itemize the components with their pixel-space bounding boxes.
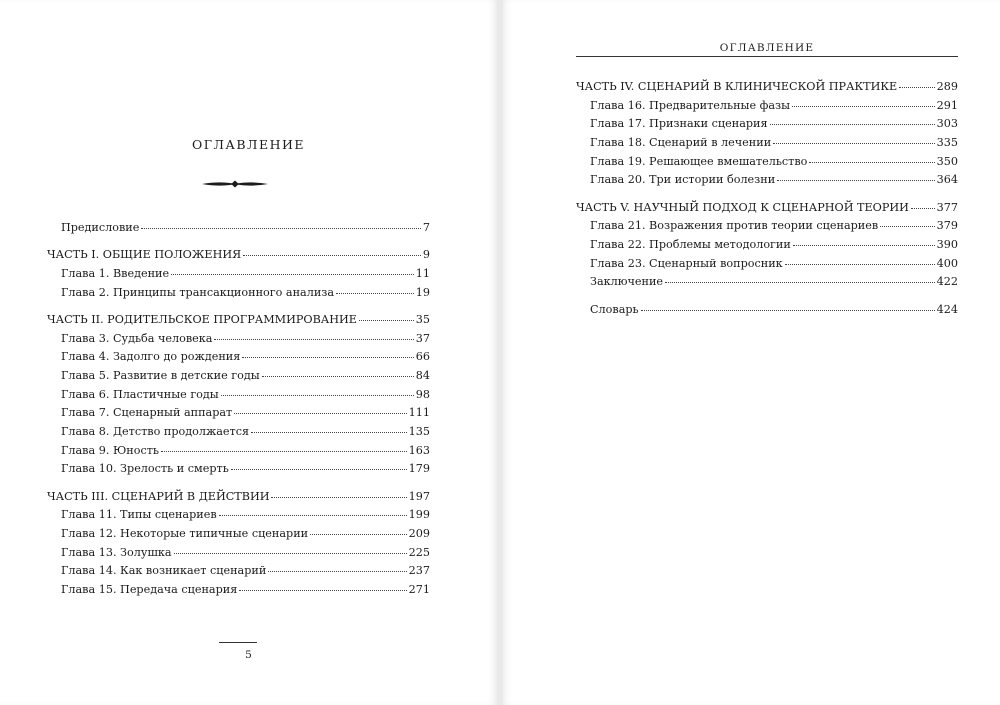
toc-part-entry[interactable] — [576, 81, 958, 100]
toc-entry-page: 335 — [936, 136, 958, 150]
toc-entry-label: ЧАСТЬ II. РОДИТЕЛЬСКОЕ ПРОГРАММИРОВАНИЕ — [47, 312, 357, 326]
toc-entry-page: 291 — [936, 98, 958, 112]
dot-leader — [773, 143, 934, 144]
dot-leader — [234, 413, 406, 414]
toc-entry-label: Глава 5. Развитие в детские годы — [61, 369, 260, 382]
dot-leader — [792, 106, 935, 107]
toc-entry[interactable] — [576, 239, 958, 258]
toc-entry-page: 271 — [408, 583, 430, 597]
toc-entry-page: 197 — [408, 489, 430, 503]
toc-entry-label: Глава 8. Детство продолжается — [61, 425, 250, 439]
toc-entry-label: ЧАСТЬ V. НАУЧНЫЙ ПОДХОД К СЦЕНАРНОЙ ТЕОРИИ — [576, 200, 909, 214]
toc-entry-label: ЧАСТЬ IV. СЦЕНАРИЙ В КЛИНИЧЕСКОЙ ПРАКТИКЕ — [576, 80, 898, 93]
toc-entry-page: 390 — [936, 238, 958, 252]
toc-entry-label: Заключение — [590, 275, 664, 289]
dot-leader — [214, 339, 413, 340]
dot-leader — [777, 180, 934, 181]
dot-leader — [880, 226, 934, 227]
toc-entry-label: Глава 18. Сценарий в лечении — [590, 136, 772, 150]
toc-entry-label: Глава 13. Золушка — [61, 545, 172, 559]
toc-entry-page: 35 — [415, 312, 430, 326]
dot-leader — [174, 553, 407, 554]
toc-entry-label: Глава 21. Возражения против теории сценариев — [590, 219, 879, 233]
dot-leader — [171, 274, 414, 275]
toc-entry[interactable] — [47, 445, 430, 464]
toc-entry-page: 19 — [415, 285, 430, 299]
toc-entry-page: 7 — [422, 221, 430, 234]
table-of-contents — [47, 222, 430, 603]
toc-entry-page: 379 — [936, 219, 958, 233]
toc-entry[interactable] — [47, 389, 430, 408]
toc-entry[interactable] — [576, 156, 958, 175]
toc-entry-page: 209 — [408, 527, 430, 541]
table-of-contents — [576, 81, 958, 322]
toc-entry-label: ЧАСТЬ I. ОБЩИЕ ПОЛОЖЕНИЯ — [47, 248, 242, 262]
toc-entry-label: Словарь — [590, 302, 639, 316]
toc-entry-label: Глава 16. Предварительные фазы — [590, 98, 791, 112]
toc-entry[interactable] — [576, 220, 958, 239]
dot-leader — [219, 515, 407, 516]
right-page — [503, 0, 1000, 705]
dot-leader — [268, 571, 406, 572]
toc-entry-page: 289 — [936, 80, 958, 93]
toc-entry-label: Глава 2. Принципы трансакционного анализа — [61, 285, 335, 299]
toc-part-entry[interactable] — [576, 202, 958, 221]
ornament-icon — [202, 180, 268, 188]
toc-entry[interactable] — [576, 276, 958, 295]
dot-leader — [161, 451, 407, 452]
toc-entry-page: 179 — [408, 462, 430, 476]
toc-entry[interactable] — [576, 137, 958, 156]
toc-entry-label: Глава 14. Как возникает сценарий — [61, 564, 267, 578]
toc-entry-label: ЧАСТЬ III. СЦЕНАРИЙ В ДЕЙСТВИИ — [47, 489, 270, 503]
toc-entry-page: 303 — [936, 117, 958, 131]
toc-entry-label: Глава 9. Юность — [61, 443, 160, 457]
toc-entry[interactable] — [47, 333, 430, 352]
toc-entry-label: Глава 22. Проблемы методологии — [590, 238, 791, 252]
page-number: 5 — [245, 649, 252, 661]
toc-entry-page: 364 — [936, 173, 958, 187]
toc-entry[interactable] — [47, 584, 430, 603]
toc-entry-page: 424 — [936, 302, 958, 316]
toc-entry-label: Глава 10. Зрелость и смерть — [61, 462, 229, 476]
dot-leader — [239, 590, 406, 591]
toc-part-entry[interactable] — [47, 314, 430, 333]
toc-entry-page: 98 — [415, 387, 430, 401]
dot-leader — [271, 497, 406, 498]
toc-entry-label: Глава 15. Передача сценария — [61, 583, 238, 597]
footer-rule — [219, 642, 257, 643]
toc-entry-page: 111 — [408, 406, 430, 420]
toc-entry-page: 66 — [415, 350, 430, 364]
page-title: ОГЛАВЛЕНИЕ — [191, 137, 306, 152]
toc-entry-label: Глава 7. Сценарный аппарат — [61, 406, 233, 420]
dot-leader — [899, 87, 934, 88]
toc-entry[interactable] — [47, 370, 430, 389]
toc-entry[interactable] — [47, 222, 430, 241]
toc-entry-page: 37 — [415, 331, 430, 345]
dot-leader — [242, 357, 413, 358]
toc-entry-page: 163 — [408, 443, 430, 457]
toc-entry[interactable] — [47, 463, 430, 482]
toc-entry[interactable] — [576, 304, 958, 323]
toc-entry-page: 377 — [936, 200, 958, 214]
toc-entry-label: Глава 17. Признаки сценария — [590, 117, 768, 131]
dot-leader — [231, 469, 407, 470]
toc-entry[interactable] — [47, 351, 430, 370]
toc-entry[interactable] — [47, 287, 430, 306]
toc-entry-label: Глава 19. Решающее вмешательство — [590, 154, 808, 168]
left-page — [0, 0, 497, 705]
toc-entry-label: Глава 4. Задолго до рождения — [61, 350, 241, 364]
toc-entry[interactable] — [47, 565, 430, 584]
toc-entry[interactable] — [576, 258, 958, 277]
toc-entry[interactable] — [47, 268, 430, 287]
toc-entry[interactable] — [47, 407, 430, 426]
toc-entry-page: 11 — [415, 266, 430, 280]
toc-entry-page: 422 — [936, 275, 958, 289]
header-rule — [576, 56, 958, 57]
toc-entry-page: 135 — [408, 425, 430, 439]
dot-leader — [262, 376, 414, 377]
dot-leader — [310, 534, 407, 535]
toc-entry-label: Глава 6. Пластичные годы — [61, 387, 219, 401]
toc-entry-page: 350 — [936, 154, 958, 168]
toc-part-entry[interactable] — [47, 249, 430, 268]
toc-entry-label: Глава 3. Судьба человека — [61, 331, 213, 345]
toc-entry-page: 84 — [415, 369, 430, 382]
dot-leader — [141, 228, 421, 229]
toc-entry[interactable] — [576, 118, 958, 137]
toc-entry[interactable] — [576, 174, 958, 193]
toc-entry-label: Глава 12. Некоторые типичные сценарии — [61, 527, 309, 541]
toc-entry-label: Глава 11. Типы сценариев — [61, 508, 217, 522]
toc-entry[interactable] — [47, 547, 430, 566]
running-head: ОГЛАВЛЕНИЕ — [719, 42, 815, 54]
dot-leader — [785, 264, 935, 265]
toc-entry-page: 199 — [408, 508, 430, 522]
toc-entry-page: 225 — [408, 545, 430, 559]
toc-entry-label: Глава 23. Сценарный вопросник — [590, 256, 783, 270]
dot-leader — [793, 245, 935, 246]
dot-leader — [221, 395, 414, 396]
toc-entry[interactable] — [47, 426, 430, 445]
dot-leader — [911, 208, 935, 209]
dot-leader — [336, 293, 414, 294]
toc-entry[interactable] — [47, 509, 430, 528]
toc-entry-page: 237 — [408, 564, 430, 578]
dot-leader — [770, 124, 935, 125]
dot-leader — [809, 162, 934, 163]
dot-leader — [251, 432, 407, 433]
dot-leader — [243, 255, 421, 256]
dot-leader — [359, 320, 414, 321]
toc-part-entry[interactable] — [47, 491, 430, 510]
toc-entry[interactable] — [47, 528, 430, 547]
toc-entry-label: Предисловие — [61, 221, 140, 234]
toc-entry[interactable] — [576, 100, 958, 119]
toc-entry-page: 400 — [936, 256, 958, 270]
dot-leader — [641, 310, 935, 311]
dot-leader — [665, 282, 935, 283]
toc-entry-label: Глава 20. Три истории болезни — [590, 173, 776, 187]
toc-entry-page: 9 — [422, 248, 430, 262]
toc-entry-label: Глава 1. Введение — [61, 266, 170, 280]
